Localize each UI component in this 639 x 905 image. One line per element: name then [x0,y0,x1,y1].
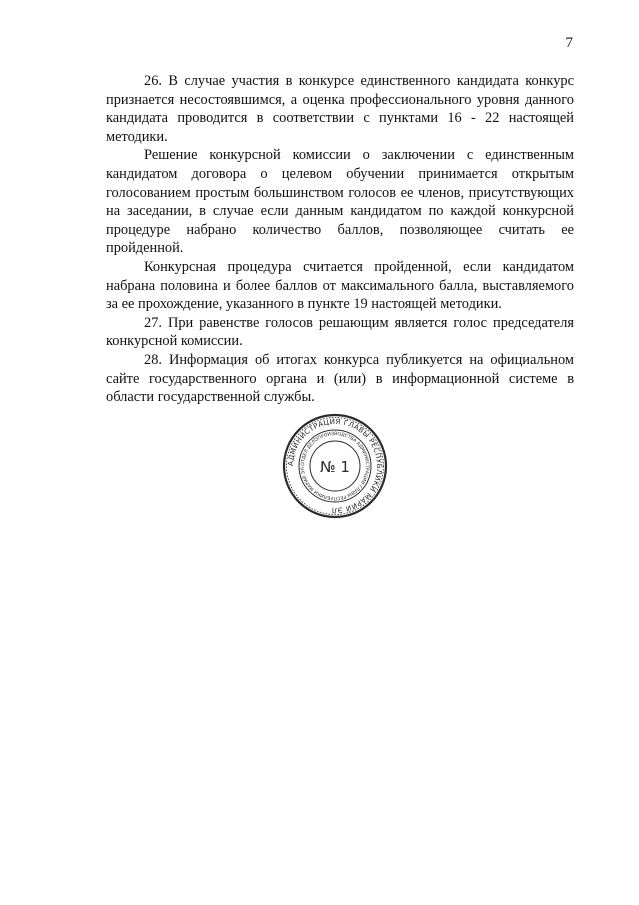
official-seal-stamp [281,412,389,520]
stamp-number: № 1 [320,458,350,476]
paragraph-single-candidate-decision: Решение конкурсной комиссии о заключении с единственным кандидатом договора о целевом обучении принимается открытым голосованием простым большинством голосов ее членов, присутствующих на заседании, в случае если данным кандидатом по каждой конкурсной процедуре набрано количество баллов, позволяющее считать ее пройденной. [106,147,574,257]
paragraph-28: 28. Информация об итогах конкурса публикуется на официальном сайте государственного органа и (или) в информационной системе в области государственной службы. [106,351,574,406]
page-number: 7 [565,35,573,51]
stamp-outer-text: АДМИНИСТРАЦИЯ ГЛАВЫ РЕСПУБЛИКИ МАРИЙ ЭЛ [285,416,385,516]
paragraph-procedure-passed: Конкурсная процедура считается пройденной, если кандидатом набрана половина и более баллов от максимального балла, выставляемого за ее прохождение, указанного в пункте 19 настоящей методики. [106,258,574,313]
document-body [106,72,574,407]
paragraph-27: 27. При равенстве голосов решающим является голос председателя конкурсной комиссии. [106,314,574,350]
paragraph-26: 26. В случае участия в конкурсе единственного кандидата конкурс признается несостоявшимся, а оценка профессионального уровня данного кандидата проводится в соответствии с пунктами 16 - 22 настоящей методики. [106,73,574,145]
stamp-inner-text: ОТДЕЛ ДЕЛОПРОИЗВОДСТВА АДМИНИСТРАЦИИ ГЛАВЫ РЕСПУБЛИКИ МАРИЙ ЭЛ [300,431,370,501]
